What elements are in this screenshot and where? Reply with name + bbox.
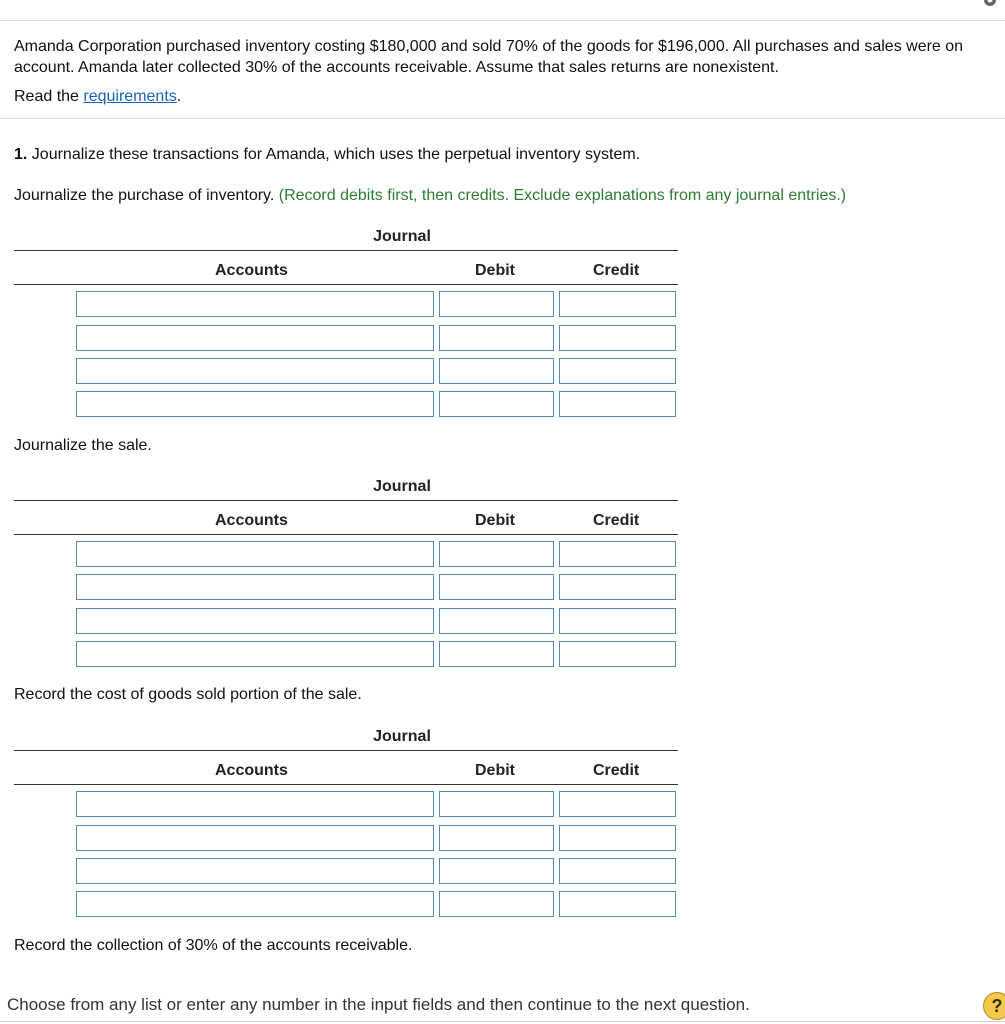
debit-input[interactable] [439,858,554,884]
question-body: Journalize these transactions for Amanda, which uses the perpetual inventory system. [27,146,641,163]
credit-input[interactable] [559,325,676,351]
question-number: 1. [14,146,28,163]
debit-input[interactable] [439,608,554,634]
prompt-sale: Journalize the sale. [14,437,152,454]
account-input[interactable] [76,825,434,851]
journal-rule-header [14,284,678,285]
question-text [14,146,640,164]
credit-input[interactable] [559,641,676,667]
debit-input[interactable] [439,825,554,851]
read-suffix: . [176,88,182,105]
credit-input[interactable] [559,391,676,417]
read-requirements [14,88,181,106]
debit-input[interactable] [439,641,554,667]
account-input[interactable] [76,391,434,417]
help-icon[interactable]: ? [983,992,1005,1020]
gear-icon[interactable] [979,0,1001,8]
problem-statement: Amanda Corporation purchased inventory costing $180,000 and sold 70% of the goods for $196,000. All purchases and sales were on account. Amanda later collected 30% of the accounts receivable. Assume that sales returns are nonexistent. [14,38,964,76]
credit-input[interactable] [559,608,676,634]
account-input[interactable] [76,608,434,634]
account-input[interactable] [76,541,434,567]
account-input[interactable] [76,325,434,351]
debit-input[interactable] [439,791,554,817]
debit-input[interactable] [439,541,554,567]
col-debit: Debit [475,762,515,779]
prompt-cogs: Record the cost of goods sold portion of the sale. [14,686,362,703]
col-debit: Debit [475,512,515,529]
journal-rule-top [14,750,678,751]
account-input[interactable] [76,358,434,384]
col-credit: Credit [593,762,640,779]
section-divider [0,118,1005,119]
col-accounts: Accounts [215,262,288,279]
prompt-collection: Record the collection of 30% of the accounts receivable. [14,937,413,954]
journal-rule-top [14,500,678,501]
instruction-hint: (Record debits first, then credits. Exclude explanations from any journal entries.) [278,187,847,204]
debit-input[interactable] [439,291,554,317]
credit-input[interactable] [559,291,676,317]
journal-rule-header [14,534,678,535]
instruction-main: Journalize the purchase of inventory. [14,187,275,204]
account-input[interactable] [76,858,434,884]
account-input[interactable] [76,791,434,817]
instruction [14,187,846,205]
journal-title: Journal [373,228,431,245]
debit-input[interactable] [439,891,554,917]
col-accounts: Accounts [215,512,288,529]
account-input[interactable] [76,891,434,917]
col-accounts: Accounts [215,762,288,779]
credit-input[interactable] [559,358,676,384]
account-input[interactable] [76,574,434,600]
col-credit: Credit [593,262,640,279]
requirements-link[interactable]: requirements [83,88,177,105]
account-input[interactable] [76,641,434,667]
top-divider [0,20,1005,21]
credit-input[interactable] [559,858,676,884]
credit-input[interactable] [559,891,676,917]
journal-title: Journal [373,478,431,495]
col-credit: Credit [593,512,640,529]
footer-instruction: Choose from any list or enter any number in the input fields and then continue to the next question. [7,995,750,1014]
read-prefix: Read the [14,88,84,105]
journal-rule-header [14,784,678,785]
account-input[interactable] [76,291,434,317]
credit-input[interactable] [559,791,676,817]
debit-input[interactable] [439,391,554,417]
debit-input[interactable] [439,574,554,600]
debit-input[interactable] [439,325,554,351]
journal-rule-top [14,250,678,251]
credit-input[interactable] [559,825,676,851]
footer-divider [0,1021,1005,1022]
journal-title: Journal [373,728,431,745]
credit-input[interactable] [559,574,676,600]
debit-input[interactable] [439,358,554,384]
credit-input[interactable] [559,541,676,567]
col-debit: Debit [475,262,515,279]
